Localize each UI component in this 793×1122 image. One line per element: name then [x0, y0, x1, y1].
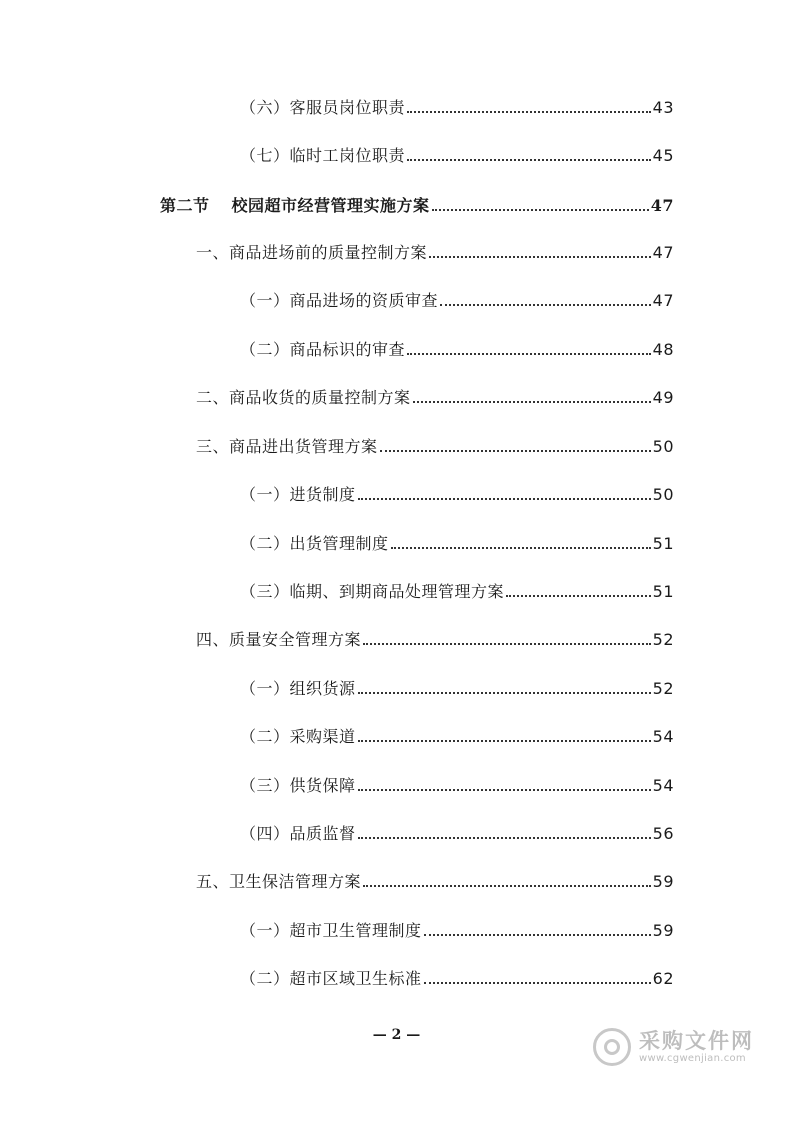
watermark — [593, 1028, 754, 1066]
toc-entry-title: 三、商品进出货管理方案 — [196, 437, 378, 456]
toc-entry-title: 四、质量安全管理方案 — [196, 630, 362, 649]
dot-leader — [358, 740, 651, 742]
toc-entry-title: （二）超市区域卫生标准 — [240, 969, 422, 988]
toc-entry — [196, 388, 674, 408]
toc-entry-page: 54 — [652, 776, 674, 795]
dot-leader — [358, 692, 651, 694]
dot-leader — [429, 256, 651, 258]
page-number: — 2 — — [372, 1027, 421, 1043]
toc-entry-page: 45 — [652, 146, 674, 165]
toc-entry — [240, 679, 674, 699]
dot-leader — [413, 401, 651, 403]
dot-leader — [358, 789, 651, 791]
toc-entry — [240, 824, 674, 844]
dot-leader — [506, 595, 651, 597]
toc-entry — [240, 291, 674, 311]
watermark-url: www.cgwenjian.com — [639, 1053, 746, 1064]
toc-entry-page: 47 — [652, 291, 674, 310]
toc-entry-page: 48 — [652, 340, 674, 359]
watermark-name: 采购文件网 — [639, 1029, 754, 1053]
toc-entry-title: 一、商品进场前的质量控制方案 — [196, 243, 428, 262]
toc-entry-page: 50 — [652, 485, 674, 504]
toc-entry — [240, 146, 674, 166]
toc-entry — [240, 727, 674, 747]
toc-entry — [196, 630, 674, 650]
dot-leader — [440, 304, 651, 306]
toc-entry-title: 校园超市经营管理实施方案 — [231, 196, 430, 215]
dot-leader — [358, 498, 651, 500]
dot-leader — [424, 934, 651, 936]
toc-entry-title: （二）出货管理制度 — [240, 534, 389, 553]
dot-leader — [407, 353, 651, 355]
toc-entry-title: （三）供货保障 — [240, 776, 356, 795]
toc-entry-title: （二）商品标识的审查 — [240, 340, 406, 359]
toc-entry-page: 54 — [652, 727, 674, 746]
toc-entry — [196, 872, 674, 892]
toc-entry — [240, 340, 674, 360]
toc-entry — [196, 243, 674, 263]
toc-section-entry — [160, 196, 674, 216]
toc-entry — [240, 921, 674, 941]
toc-entry-page: 51 — [652, 534, 674, 553]
toc-entry-page: 52 — [652, 630, 674, 649]
toc-section-label: 第二节 — [160, 196, 210, 215]
toc-entry — [196, 437, 674, 457]
watermark-logo-icon — [593, 1028, 631, 1066]
toc-entry-title: （二）采购渠道 — [240, 727, 356, 746]
dot-leader — [407, 111, 651, 113]
toc-entry-title: （三）临期、到期商品处理管理方案 — [240, 582, 505, 601]
toc-entry-page: 51 — [652, 582, 674, 601]
toc-entry-title: （一）进货制度 — [240, 485, 356, 504]
dot-leader — [358, 837, 651, 839]
dot-leader — [424, 982, 651, 984]
dot-leader — [380, 450, 651, 452]
dot-leader — [391, 547, 651, 549]
toc-entry — [240, 776, 674, 796]
toc-entry-page: 47 — [650, 196, 674, 215]
toc-entry-page: 50 — [652, 437, 674, 456]
toc-entry-title: （六）客服员岗位职责 — [240, 98, 406, 117]
dot-leader — [432, 209, 649, 211]
toc-entry — [240, 582, 674, 602]
dot-leader — [407, 159, 651, 161]
toc-entry — [240, 485, 674, 505]
dot-leader — [363, 885, 651, 887]
toc-entry — [240, 98, 674, 118]
toc-entry-title: （一）商品进场的资质审查 — [240, 291, 439, 310]
toc-entry-page: 62 — [652, 969, 674, 988]
toc-entry-page: 52 — [652, 679, 674, 698]
toc-entry-page: 47 — [652, 243, 674, 262]
dot-leader — [363, 643, 651, 645]
toc-entry-title: 五、卫生保洁管理方案 — [196, 872, 362, 891]
toc-entry — [240, 534, 674, 554]
toc-entry-page: 56 — [652, 824, 674, 843]
toc-entry — [240, 969, 674, 989]
toc-entry-page: 43 — [652, 98, 674, 117]
toc-entry-title: （一）超市卫生管理制度 — [240, 921, 422, 940]
toc-entry-page: 59 — [652, 921, 674, 940]
toc-entry-title: （四）品质监督 — [240, 824, 356, 843]
toc-entry-title: （一）组织货源 — [240, 679, 356, 698]
toc-entry-title: （七）临时工岗位职责 — [240, 146, 406, 165]
toc-entry-page: 49 — [652, 388, 674, 407]
toc-entry-page: 59 — [652, 872, 674, 891]
toc-entry-title: 二、商品收货的质量控制方案 — [196, 388, 411, 407]
